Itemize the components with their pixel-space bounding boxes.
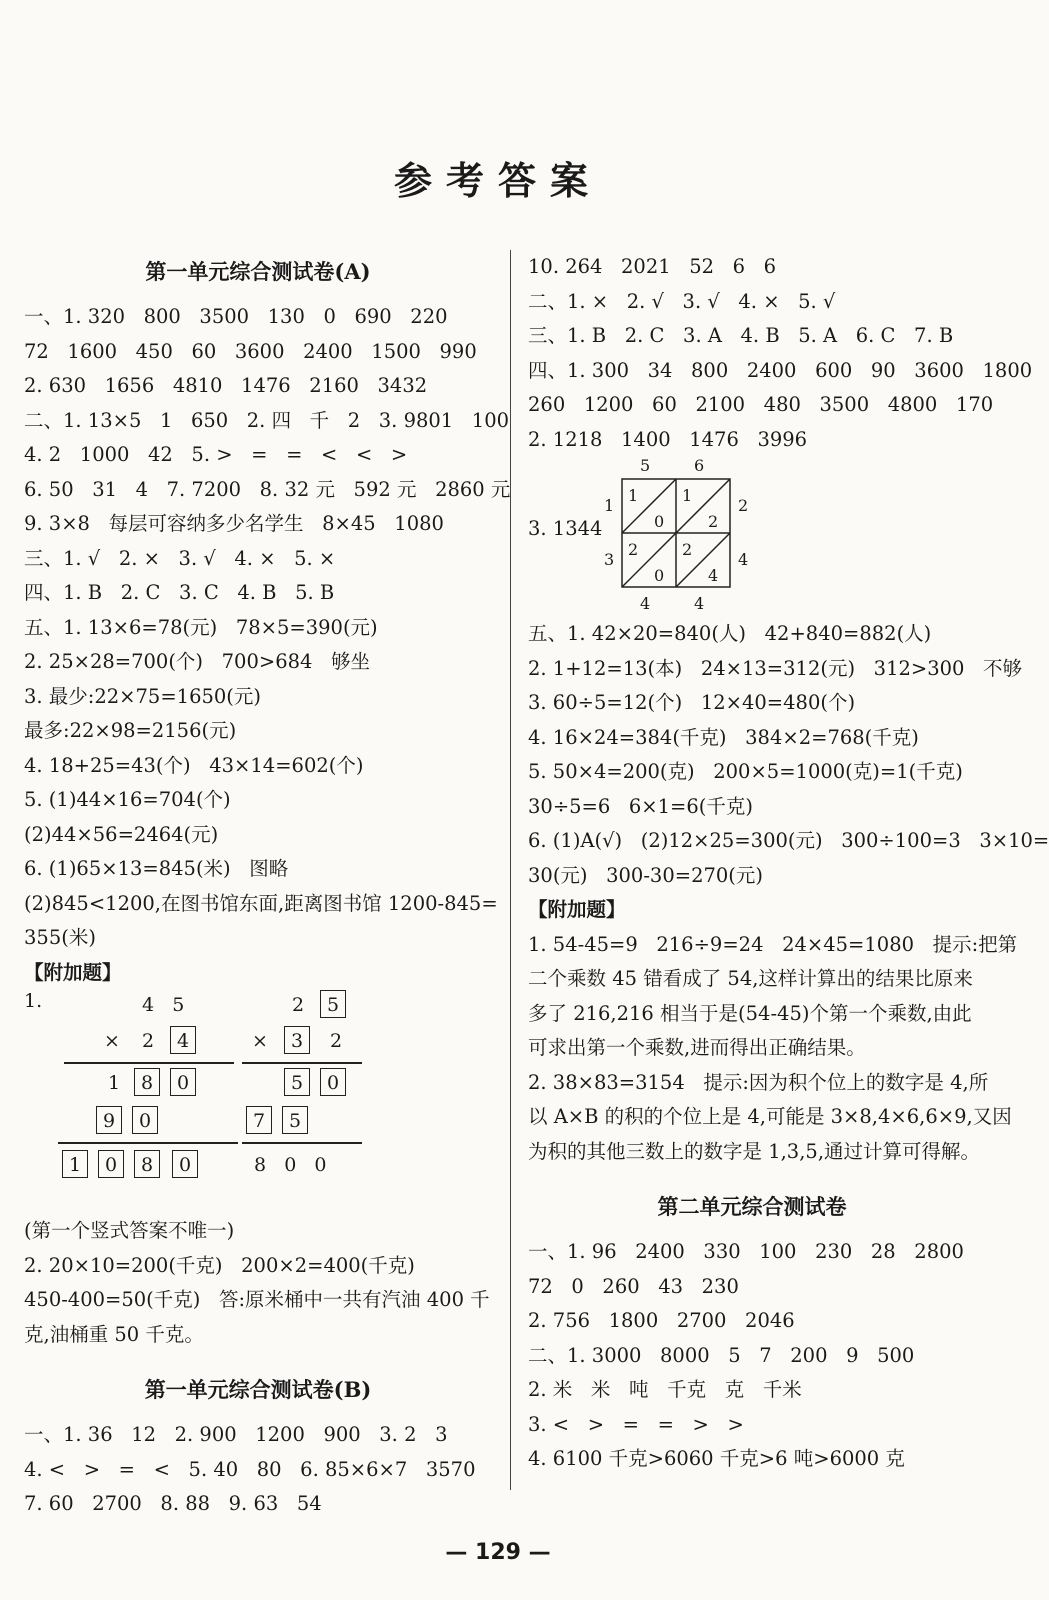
answer-line: 3. < > = = > >	[528, 1412, 744, 1436]
unit1-a-answers	[24, 300, 511, 956]
lattice-cell-digit: 2	[708, 512, 719, 531]
lattice-cell-digit: 2	[682, 540, 693, 559]
question-number: 1.	[24, 990, 43, 1012]
answer-line: 10. 264 2021 52 6 6	[528, 255, 777, 278]
section-title-unit1-b: 第一单元综合测试卷(B)	[144, 1377, 372, 1402]
answer-line: 4. 6100 千克>6060 千克>6 吨>6000 克	[528, 1447, 905, 1470]
answer-box: 7	[246, 1106, 272, 1134]
extra-questions-label: 【附加题】	[24, 960, 122, 984]
lattice-grid	[592, 457, 792, 617]
right-column	[528, 250, 1049, 1477]
answer-box: 3	[284, 1026, 310, 1054]
answer-line: 2. 1+12=13(本) 24×13=312(元) 312>300 不够	[528, 656, 1023, 680]
times-sign: ×	[104, 1030, 120, 1052]
answer-line: 2. 630 1656 4810 1476 2160 3432	[24, 374, 428, 397]
answer-line: 四、1. 300 34 800 2400 600 90 3600 1800	[528, 358, 1033, 382]
answer-line: 五、1. 42×20=840(人) 42+840=882(人)	[528, 622, 932, 645]
answer-box: 5	[282, 1106, 308, 1134]
section-title-unit2: 第二单元综合测试卷	[657, 1194, 847, 1219]
answer-line: 6. (1)A(√) (2)12×25=300(元) 300÷100=3 3×10=	[528, 829, 1049, 852]
rule-line	[58, 1142, 238, 1144]
answer-line: 30÷5=6 6×1=6(千克)	[528, 794, 754, 818]
answer-box: 9	[96, 1106, 122, 1134]
answer-box: 1	[62, 1150, 88, 1178]
lattice-cell-digit: 2	[628, 540, 639, 559]
answer-line: 4. 16×24=384(千克) 384×2=768(千克)	[528, 725, 919, 749]
lattice-cell-digit: 0	[654, 566, 665, 585]
answer-line: 260 1200 60 2100 480 3500 4800 170	[528, 393, 994, 416]
answer-line: 二个乘数 45 错看成了 54,这样计算出的结果比原来	[528, 967, 973, 990]
rule-line	[242, 1142, 362, 1144]
answer-line: 二、1. 3000 8000 5 7 200 9 500	[528, 1343, 915, 1367]
lattice-cell-digit: 4	[708, 566, 719, 585]
answer-line: 6. 50 31 4 7. 7200 8. 32 元 592 元 2860 元	[24, 477, 511, 501]
answer-box: 4	[170, 1026, 196, 1054]
answer-line: 为积的其他三数上的数字是 1,3,5,通过计算可得解。	[528, 1139, 981, 1163]
lattice-left-digit: 1	[604, 496, 615, 515]
answer-line: 四、1. B 2. C 3. C 4. B 5. B	[24, 581, 335, 604]
lattice-bottom-digit: 4	[640, 594, 651, 613]
answer-line: 72 1600 450 60 3600 2400 1500 990	[24, 339, 477, 363]
answer-line: 以 A×B 的积的个位上是 4,可能是 3×8,4×6,6×9,又因	[528, 1105, 1012, 1128]
answer-line: 2. 20×10=200(千克) 200×2=400(千克)	[24, 1253, 415, 1277]
answer-line: 二、1. × 2. √ 3. √ 4. × 5. √	[528, 289, 836, 313]
answer-line: (2)845<1200,在图书馆东面,距离图书馆 1200-845=	[24, 891, 498, 915]
multiplicand: 4 5	[142, 994, 185, 1016]
answer-line: 五、1. 13×6=78(元) 78×5=390(元)	[24, 615, 378, 639]
answer-box: 5	[284, 1068, 310, 1096]
answer-line: 4. 18+25=43(个) 43×14=602(个)	[24, 753, 364, 777]
answer-line: 最多:22×98=2156(元)	[24, 719, 237, 742]
answer-line: 450-400=50(千克) 答:原米桶中一共有汽油 400 千	[24, 1288, 490, 1311]
lattice-left-digit: 3	[604, 550, 615, 569]
column-divider	[510, 250, 511, 1490]
answer-line: 5. (1)44×16=704(个)	[24, 788, 231, 811]
answer-line: (2)44×56=2464(元)	[24, 822, 219, 846]
lattice-answer-label: 3. 1344	[528, 517, 603, 540]
multiplicand-digit: 2	[292, 994, 305, 1016]
times-sign: ×	[252, 1030, 268, 1052]
answer-line: 7. 60 2700 8. 88 9. 63 54	[24, 1492, 322, 1515]
answer-box: 0	[132, 1106, 158, 1134]
answer-line: 可求出第一个乘数,进而得出正确结果。	[528, 1036, 866, 1059]
answer-box: 8	[134, 1068, 160, 1096]
answer-line: 2. 38×83=3154 提示:因为积个位上的数字是 4,所	[528, 1070, 989, 1094]
lattice-top-digit: 5	[640, 456, 651, 475]
rule-line	[64, 1062, 234, 1064]
answer-line: 72 0 260 43 230	[528, 1274, 739, 1298]
answer-box: 8	[134, 1150, 160, 1178]
left-column	[24, 250, 511, 1522]
partial-digit: 1	[108, 1072, 121, 1094]
answer-line: 6. (1)65×13=845(米) 图略	[24, 857, 289, 880]
answer-line: 二、1. 13×5 1 650 2. 四 千 2 3. 9801 100	[24, 408, 510, 432]
lattice-top-digit: 6	[694, 456, 705, 475]
answer-line: 2. 756 1800 2700 2046	[528, 1309, 795, 1332]
rule-line	[242, 1062, 362, 1064]
lattice-multiplication	[528, 457, 976, 617]
answer-line: 一、1. 320 800 3500 130 0 690 220	[24, 305, 448, 328]
answer-line: 30(元) 300-30=270(元)	[528, 863, 764, 887]
product-result: 8 0 0	[254, 1154, 327, 1176]
answer-line: 三、1. B 2. C 3. A 4. B 5. A 6. C 7. B	[528, 324, 954, 347]
answer-line: 9. 3×8 每层可容纳多少名学生 8×45 1080	[24, 512, 444, 535]
answer-line: 一、1. 36 12 2. 900 1200 900 3. 2 3	[24, 1423, 448, 1446]
answer-line: 2. 25×28=700(个) 700>684 够坐	[24, 650, 371, 673]
page-number: — 129 —	[445, 1540, 551, 1565]
answer-line: 3. 最少:22×75=1650(元)	[24, 684, 262, 708]
answer-box: 5	[320, 990, 346, 1018]
answer-line: 355(米)	[24, 926, 96, 949]
lattice-cell-digit: 1	[682, 486, 693, 505]
lattice-cell-digit: 1	[628, 486, 639, 505]
answer-line: 4. < > = < 5. 40 80 6. 85×6×7 3570	[24, 1457, 476, 1481]
lattice-bottom-digit: 4	[694, 594, 705, 613]
answer-box: 0	[320, 1068, 346, 1096]
answer-line: 多了 216,216 相当于是(54-45)个第一个乘数,由此	[528, 1001, 972, 1025]
answer-box: 0	[170, 1068, 196, 1096]
answer-line: 一、1. 96 2400 330 100 230 28 2800	[528, 1240, 964, 1263]
lattice-cell-digit: 0	[654, 512, 665, 531]
multiplier-digit: 2	[330, 1030, 343, 1052]
lattice-right-digit: 4	[738, 550, 749, 569]
answer-note: (第一个竖式答案不唯一)	[24, 1219, 235, 1242]
lattice-right-digit: 2	[738, 496, 749, 515]
answer-line: 1. 54-45=9 216÷9=24 24×45=1080 提示:把第	[528, 932, 1018, 956]
answer-line: 克,油桶重 50 千克。	[24, 1322, 204, 1346]
answer-line: 4. 2 1000 42 5. > = = < < >	[24, 443, 408, 466]
multiplier-digit: 2	[142, 1030, 155, 1052]
answer-line: 3. 60÷5=12(个) 12×40=480(个)	[528, 691, 856, 714]
answer-line: 三、1. √ 2. × 3. √ 4. × 5. ×	[24, 546, 336, 570]
page-title: 参考答案	[393, 158, 602, 203]
answer-line: 2. 1218 1400 1476 3996	[528, 427, 808, 451]
vertical-multiplication	[24, 990, 492, 1214]
answer-box: 0	[98, 1150, 124, 1178]
extra-questions-label: 【附加题】	[528, 898, 626, 921]
section-title-unit1-a: 第一单元综合测试卷(A)	[145, 259, 371, 284]
answer-line: 2. 米 米 吨 千克 克 千米	[528, 1378, 802, 1401]
answer-box: 0	[172, 1150, 198, 1178]
answer-line: 5. 50×4=200(克) 200×5=1000(克)=1(千克)	[528, 760, 963, 783]
